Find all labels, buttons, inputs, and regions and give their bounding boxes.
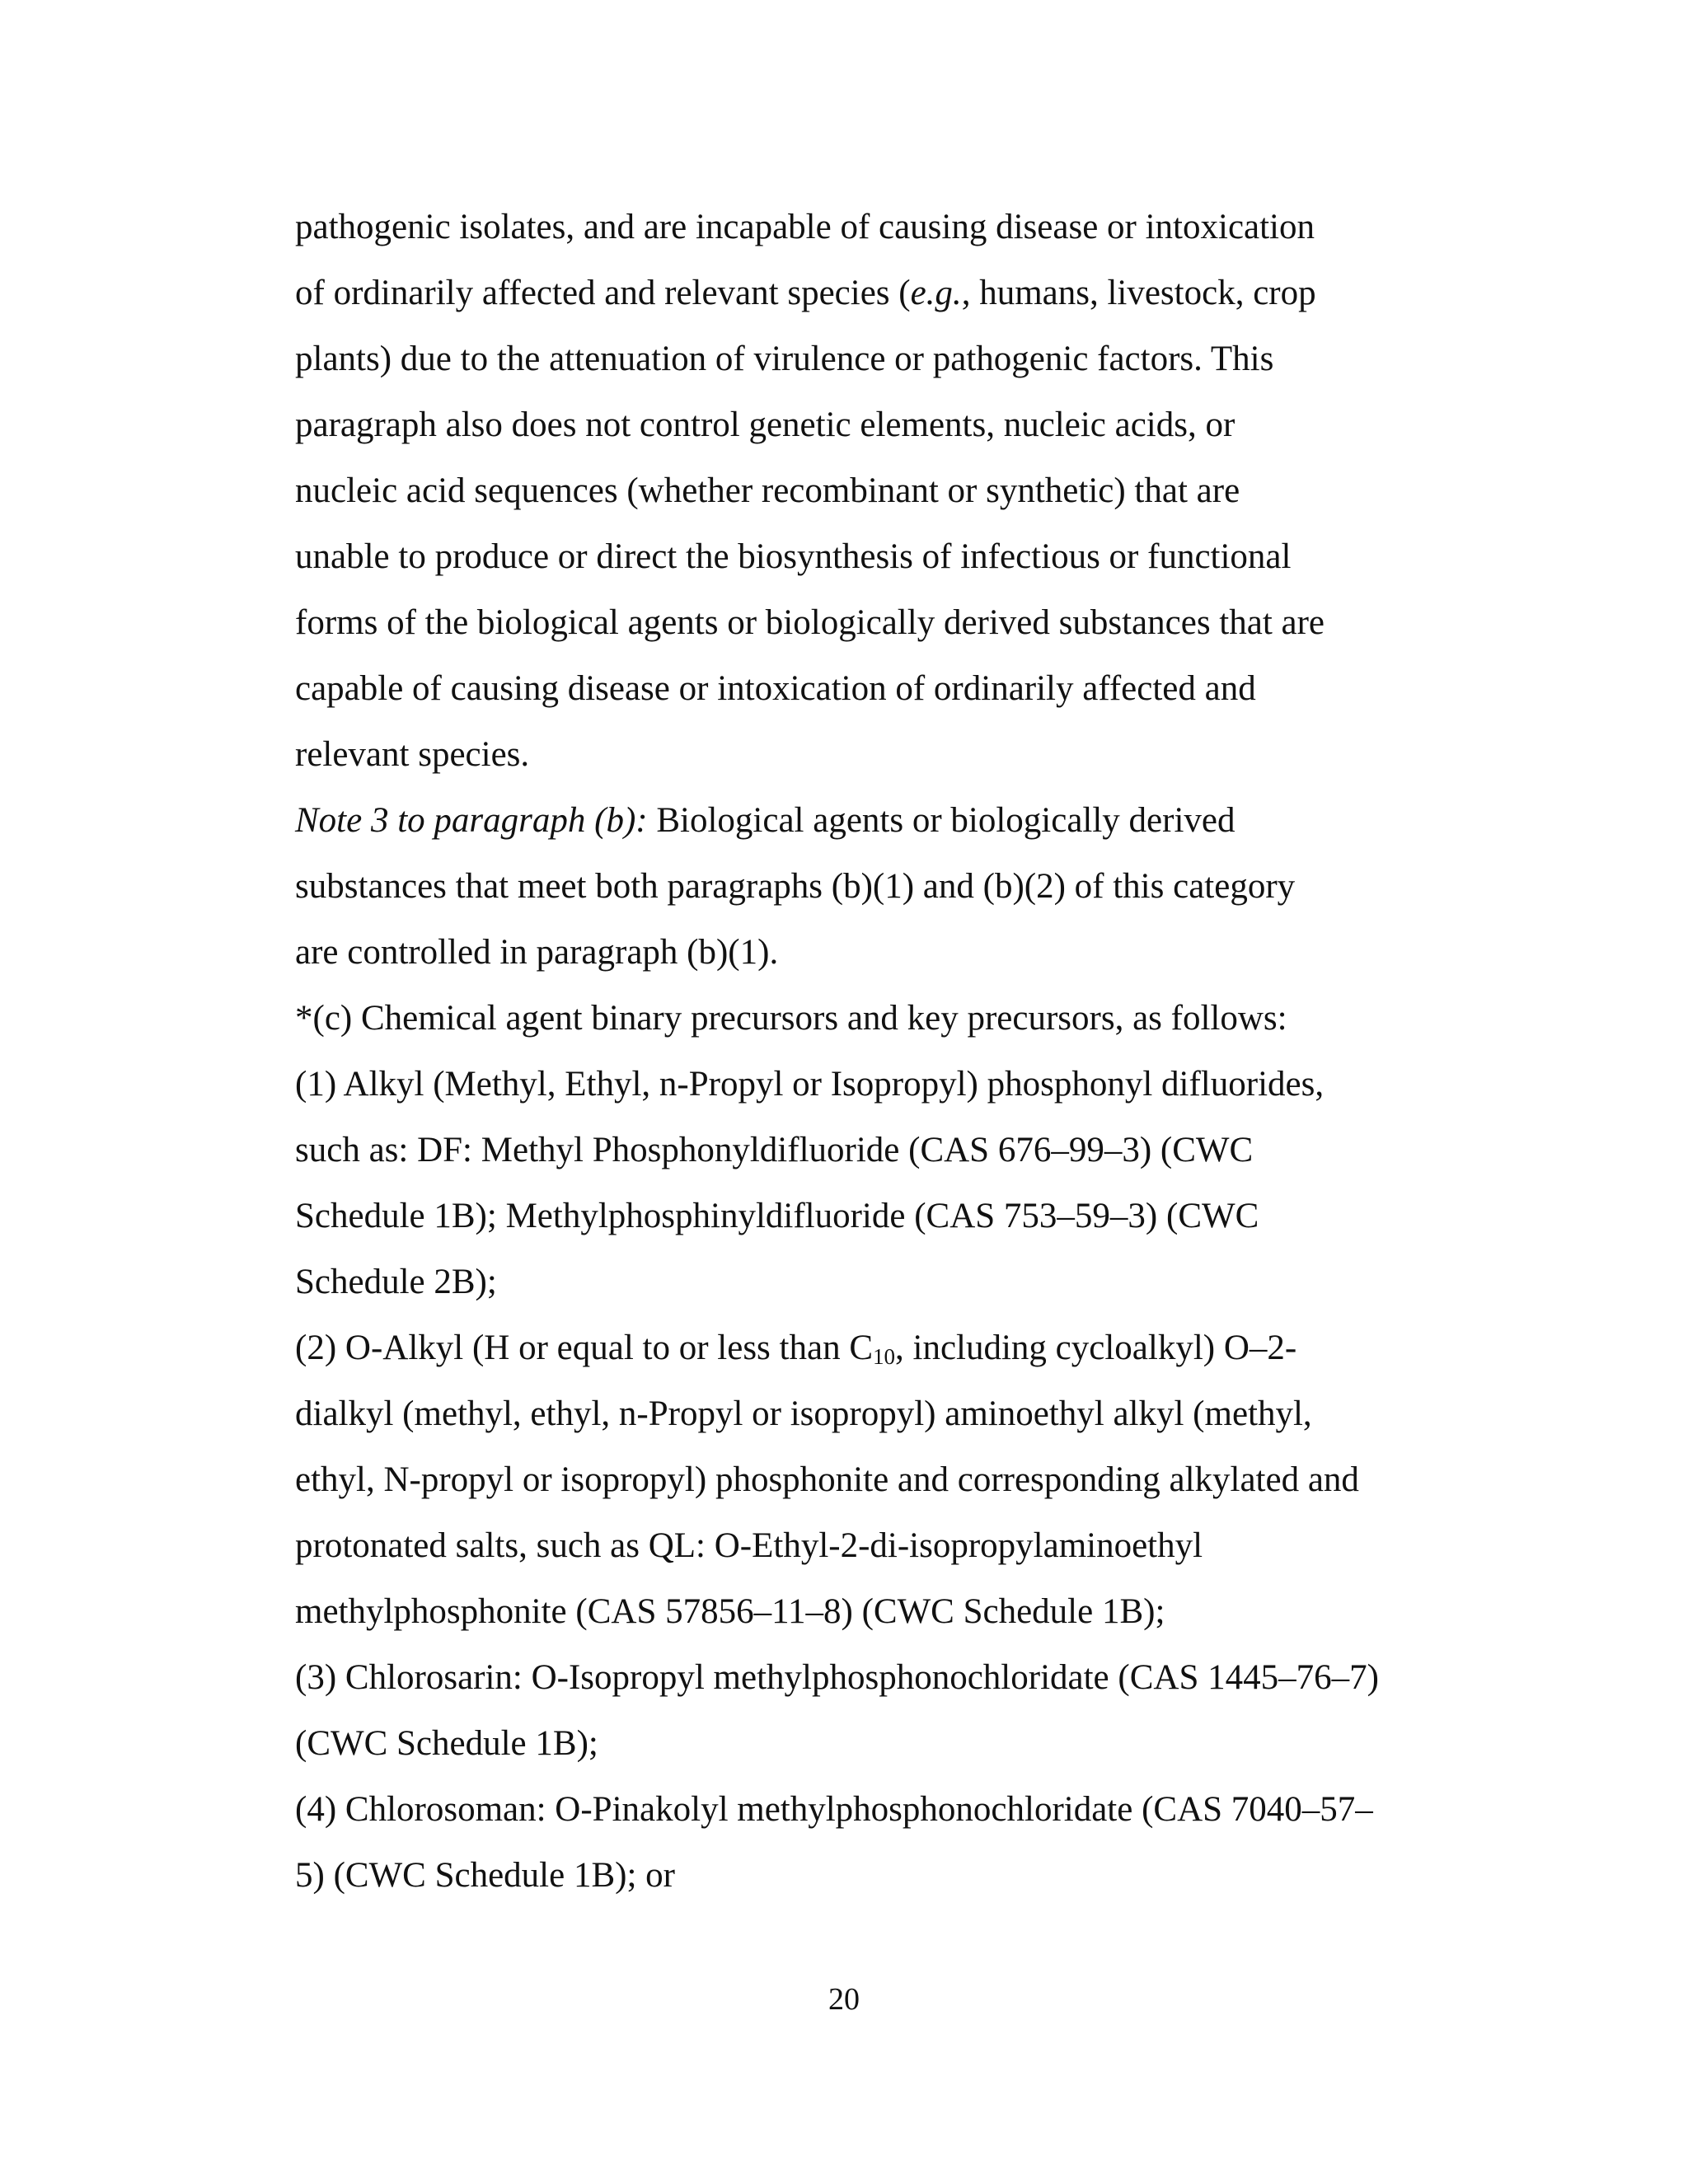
body-text: [295, 194, 1498, 1909]
text-line: such as: DF: Methyl Phosphonyldifluoride (CAS 676–99–3) (CWC: [295, 1131, 1254, 1169]
text-line: 5) (CWC Schedule 1B); or: [295, 1856, 675, 1895]
text-run: Biological agents or biologically derived: [647, 801, 1236, 840]
subscript: 10: [873, 1344, 895, 1369]
text-line: forms of the biological agents or biologically derived substances that are: [295, 603, 1325, 642]
text-line: substances that meet both paragraphs (b)(1) and (b)(2) of this category: [295, 867, 1296, 906]
text-line: capable of causing disease or intoxication of ordinarily affected and: [295, 669, 1256, 708]
text-line: pathogenic isolates, and are incapable of causing disease or intoxication: [295, 208, 1315, 246]
text-run: , humans, livestock, crop: [961, 274, 1316, 312]
text-line: ethyl, N-propyl or isopropyl) phosphonite and corresponding alkylated and: [295, 1460, 1359, 1499]
note-heading-line: [295, 788, 1498, 854]
text-line: relevant species.: [295, 735, 530, 774]
text-line: [295, 260, 1498, 326]
note-heading: Note 3 to paragraph (b):: [295, 801, 648, 840]
text-line: unable to produce or direct the biosynthesis of infectious or functional: [295, 537, 1292, 576]
text-line: plants) due to the attenuation of virulence or pathogenic factors. This: [295, 340, 1274, 378]
text-line: Schedule 2B);: [295, 1263, 497, 1301]
text-run: (2) O-Alkyl (H or equal to or less than C: [295, 1329, 873, 1367]
text-run: of ordinarily affected and relevant species (: [295, 274, 911, 312]
list-item-line: (3) Chlorosarin: O-Isopropyl methylphosphonochloridate (CAS 1445–76–7): [295, 1658, 1379, 1697]
text-line: dialkyl (methyl, ethyl, n-Propyl or isopropyl) aminoethyl alkyl (methyl,: [295, 1394, 1312, 1433]
list-item-line: (1) Alkyl (Methyl, Ethyl, n-Propyl or Isopropyl) phosphonyl difluorides,: [295, 1065, 1325, 1104]
text-line: are controlled in paragraph (b)(1).: [295, 933, 779, 972]
text-line: Schedule 1B); Methylphosphinyldifluoride (CAS 753–59–3) (CWC: [295, 1197, 1259, 1235]
text-line: protonated salts, such as QL: O-Ethyl-2-di-isopropylaminoethyl: [295, 1526, 1203, 1565]
section-heading-line: *(c) Chemical agent binary precursors and key precursors, as follows:: [295, 999, 1287, 1038]
list-item-line: (4) Chlorosoman: O-Pinakolyl methylphosphonochloridate (CAS 7040–57–: [295, 1790, 1373, 1829]
list-item-line: [295, 1315, 1498, 1381]
text-line: nucleic acid sequences (whether recombinant or synthetic) that are: [295, 471, 1240, 510]
text-line: methylphosphonite (CAS 57856–11–8) (CWC Schedule 1B);: [295, 1592, 1165, 1631]
text-run: , including cycloalkyl) O–2-: [895, 1329, 1297, 1367]
italic-abbreviation: e.g.: [910, 274, 962, 312]
text-line: paragraph also does not control genetic elements, nucleic acids, or: [295, 405, 1236, 444]
page-number: 20: [828, 1982, 860, 2017]
text-line: (CWC Schedule 1B);: [295, 1724, 598, 1763]
